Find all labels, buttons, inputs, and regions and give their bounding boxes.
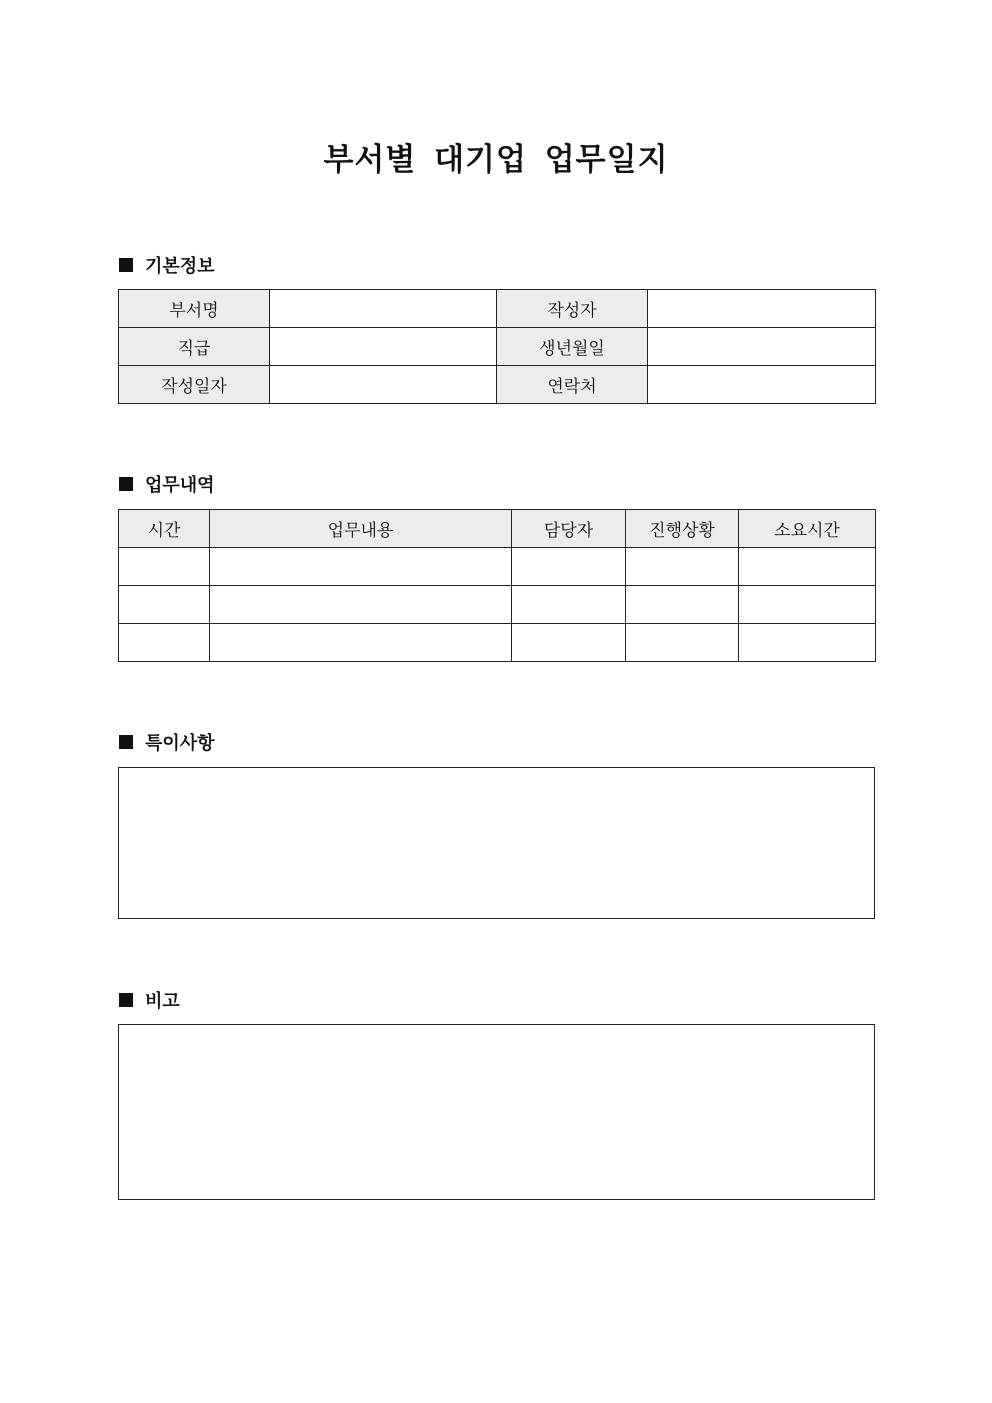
square-bullet-icon <box>119 477 133 491</box>
page-title: 부서별 대기업 업무일지 <box>323 142 669 178</box>
department-field[interactable] <box>270 290 497 328</box>
table-header-row <box>119 510 876 548</box>
basic-info-table <box>118 289 876 404</box>
basic-info-heading <box>119 253 215 277</box>
table-row <box>119 548 876 586</box>
column-header-progress: 진행상황 <box>626 510 739 548</box>
task-cell[interactable] <box>210 586 512 624</box>
duration-cell[interactable] <box>739 548 876 586</box>
work-log-heading <box>119 472 215 496</box>
task-cell[interactable] <box>210 624 512 662</box>
remarks-box[interactable] <box>118 1024 875 1200</box>
author-label: 작성자 <box>497 290 648 328</box>
author-field[interactable] <box>648 290 876 328</box>
column-header-time: 시간 <box>119 510 210 548</box>
special-notes-box[interactable] <box>118 767 875 919</box>
position-label: 직급 <box>119 328 270 366</box>
column-header-task: 업무내용 <box>210 510 512 548</box>
task-cell[interactable] <box>210 548 512 586</box>
square-bullet-icon <box>119 258 133 272</box>
square-bullet-icon <box>119 993 133 1007</box>
time-cell[interactable] <box>119 548 210 586</box>
duration-cell[interactable] <box>739 624 876 662</box>
column-header-assignee: 담당자 <box>512 510 626 548</box>
date-written-field[interactable] <box>270 366 497 404</box>
date-written-label: 작성일자 <box>119 366 270 404</box>
birthdate-field[interactable] <box>648 328 876 366</box>
square-bullet-icon <box>119 735 133 749</box>
time-cell[interactable] <box>119 624 210 662</box>
progress-cell[interactable] <box>626 586 739 624</box>
birthdate-label: 생년월일 <box>497 328 648 366</box>
time-cell[interactable] <box>119 586 210 624</box>
assignee-cell[interactable] <box>512 548 626 586</box>
basic-info-heading-label: 기본정보 <box>145 256 215 277</box>
department-label: 부서명 <box>119 290 270 328</box>
special-notes-heading-label: 특이사항 <box>145 733 215 754</box>
work-log-table <box>118 509 876 662</box>
column-header-duration: 소요시간 <box>739 510 876 548</box>
position-field[interactable] <box>270 328 497 366</box>
contact-field[interactable] <box>648 366 876 404</box>
table-row <box>119 586 876 624</box>
duration-cell[interactable] <box>739 586 876 624</box>
table-row <box>119 290 876 328</box>
work-log-heading-label: 업무내역 <box>145 475 215 496</box>
progress-cell[interactable] <box>626 624 739 662</box>
progress-cell[interactable] <box>626 548 739 586</box>
remarks-heading-label: 비고 <box>145 991 180 1012</box>
assignee-cell[interactable] <box>512 624 626 662</box>
assignee-cell[interactable] <box>512 586 626 624</box>
table-row <box>119 328 876 366</box>
table-row <box>119 624 876 662</box>
table-row <box>119 366 876 404</box>
contact-label: 연락처 <box>497 366 648 404</box>
remarks-heading <box>119 988 180 1012</box>
special-notes-heading <box>119 730 215 754</box>
